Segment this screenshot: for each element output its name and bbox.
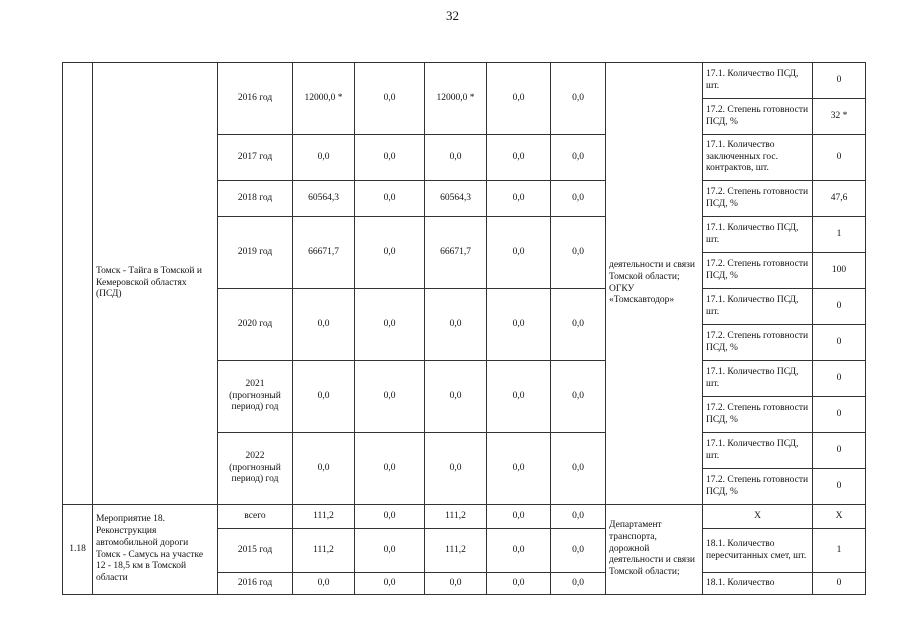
indicator-value: 100 xyxy=(813,253,866,289)
value-cell: 0,0 xyxy=(551,361,606,433)
value-cell: 66671,7 xyxy=(293,217,355,289)
indicator-name: 18.1. Количество пересчитанных смет, шт. xyxy=(703,529,813,573)
indicator-name: 18.1. Количество xyxy=(703,573,813,595)
value-cell: 0,0 xyxy=(293,361,355,433)
value-cell: 0,0 xyxy=(355,573,425,595)
indicator-value: 47,6 xyxy=(813,181,866,217)
indicator-value: 1 xyxy=(813,217,866,253)
value-cell: 60564,3 xyxy=(425,181,487,217)
value-cell: 0,0 xyxy=(551,505,606,529)
value-cell: 111,2 xyxy=(293,529,355,573)
table-row xyxy=(63,505,866,529)
value-cell: 0,0 xyxy=(355,181,425,217)
value-cell: 0,0 xyxy=(425,361,487,433)
value-cell: 0,0 xyxy=(487,505,551,529)
value-cell: 0,0 xyxy=(487,135,551,181)
measure-name: Мероприятие 18. Реконструкция автомобильной дороги Томск - Самусь на участке 12 - 18,5 км в Томской области xyxy=(93,505,218,595)
year-label: 2019 год xyxy=(218,217,293,289)
indicator-value: 0 xyxy=(813,135,866,181)
value-cell: 60564,3 xyxy=(293,181,355,217)
indicator-value: 1 xyxy=(813,529,866,573)
value-cell: 0,0 xyxy=(487,217,551,289)
year-label: 2016 год xyxy=(218,63,293,135)
value-cell: 0,0 xyxy=(293,135,355,181)
indicator-value: 0 xyxy=(813,573,866,595)
indicator-value: 0 xyxy=(813,397,866,433)
value-cell: 0,0 xyxy=(551,135,606,181)
value-cell: 0,0 xyxy=(551,181,606,217)
indicator-name: 17.2. Степень готовности ПСД, % xyxy=(703,325,813,361)
value-cell: 0,0 xyxy=(551,63,606,135)
year-label: 2022 (прогнозный период) год xyxy=(218,433,293,505)
measures-table xyxy=(62,62,866,595)
year-label: 2018 год xyxy=(218,181,293,217)
value-cell: 0,0 xyxy=(551,289,606,361)
value-cell: 111,2 xyxy=(293,505,355,529)
value-cell: 0,0 xyxy=(551,433,606,505)
indicator-value: X xyxy=(813,505,866,529)
value-cell: 0,0 xyxy=(487,181,551,217)
value-cell: 0,0 xyxy=(487,63,551,135)
indicator-name: 17.1. Количество ПСД, шт. xyxy=(703,361,813,397)
indicator-name: 17.1. Количество заключенных гос. контрактов, шт. xyxy=(703,135,813,181)
executor-cell: деятельности и связи Томской области; ОГКУ «Томскавтодор» xyxy=(606,63,703,505)
indicator-value: 0 xyxy=(813,63,866,99)
page-number: 32 xyxy=(446,8,459,23)
year-label: всего xyxy=(218,505,293,529)
value-cell: 0,0 xyxy=(293,433,355,505)
indicator-value: 0 xyxy=(813,469,866,505)
value-cell: 0,0 xyxy=(355,529,425,573)
indicator-name: 17.1. Количество ПСД, шт. xyxy=(703,63,813,99)
value-cell: 0,0 xyxy=(425,433,487,505)
year-label: 2020 год xyxy=(218,289,293,361)
value-cell: 12000,0 * xyxy=(293,63,355,135)
value-cell: 0,0 xyxy=(487,573,551,595)
executor-cell: Департамент транспорта, дорожной деятельности и связи Томской области; xyxy=(606,505,703,595)
value-cell: 0,0 xyxy=(487,289,551,361)
value-cell: 0,0 xyxy=(293,573,355,595)
value-cell: 0,0 xyxy=(355,505,425,529)
indicator-value: 0 xyxy=(813,433,866,469)
value-cell: 12000,0 * xyxy=(425,63,487,135)
value-cell: 0,0 xyxy=(293,289,355,361)
value-cell: 0,0 xyxy=(487,433,551,505)
indicator-name: 17.2. Степень готовности ПСД, % xyxy=(703,253,813,289)
indicator-name: 17.2. Степень готовности ПСД, % xyxy=(703,469,813,505)
value-cell: 0,0 xyxy=(425,289,487,361)
value-cell: 66671,7 xyxy=(425,217,487,289)
indicator-name: 17.2. Степень готовности ПСД, % xyxy=(703,181,813,217)
indicator-name: X xyxy=(703,505,813,529)
year-label: 2015 год xyxy=(218,529,293,573)
indicator-name: 17.1. Количество ПСД, шт. xyxy=(703,289,813,325)
indicator-value: 0 xyxy=(813,361,866,397)
value-cell: 0,0 xyxy=(425,573,487,595)
year-label: 2016 год xyxy=(218,573,293,595)
value-cell: 0,0 xyxy=(551,573,606,595)
value-cell: 0,0 xyxy=(355,135,425,181)
value-cell: 111,2 xyxy=(425,529,487,573)
indicator-value: 0 xyxy=(813,289,866,325)
year-label: 2021 (прогнозный период) год xyxy=(218,361,293,433)
value-cell: 111,2 xyxy=(425,505,487,529)
indicator-name: 17.1. Количество ПСД, шт. xyxy=(703,433,813,469)
value-cell: 0,0 xyxy=(355,433,425,505)
value-cell: 0,0 xyxy=(355,289,425,361)
value-cell: 0,0 xyxy=(551,529,606,573)
value-cell: 0,0 xyxy=(551,217,606,289)
value-cell: 0,0 xyxy=(355,217,425,289)
value-cell: 0,0 xyxy=(425,135,487,181)
value-cell: 0,0 xyxy=(355,361,425,433)
indicator-value: 32 * xyxy=(813,99,866,135)
num-cell xyxy=(63,63,93,505)
indicator-name: 17.1. Количество ПСД, шт. xyxy=(703,217,813,253)
value-cell: 0,0 xyxy=(355,63,425,135)
num-cell: 1.18 xyxy=(63,505,93,595)
year-label: 2017 год xyxy=(218,135,293,181)
table-row xyxy=(63,63,866,99)
value-cell: 0,0 xyxy=(487,361,551,433)
value-cell: 0,0 xyxy=(487,529,551,573)
indicator-name: 17.2. Степень готовности ПСД, % xyxy=(703,397,813,433)
indicator-name: 17.2. Степень готовности ПСД, % xyxy=(703,99,813,135)
measure-name: Томск - Тайга в Томской и Кемеровской областях (ПСД) xyxy=(93,63,218,505)
indicator-value: 0 xyxy=(813,325,866,361)
